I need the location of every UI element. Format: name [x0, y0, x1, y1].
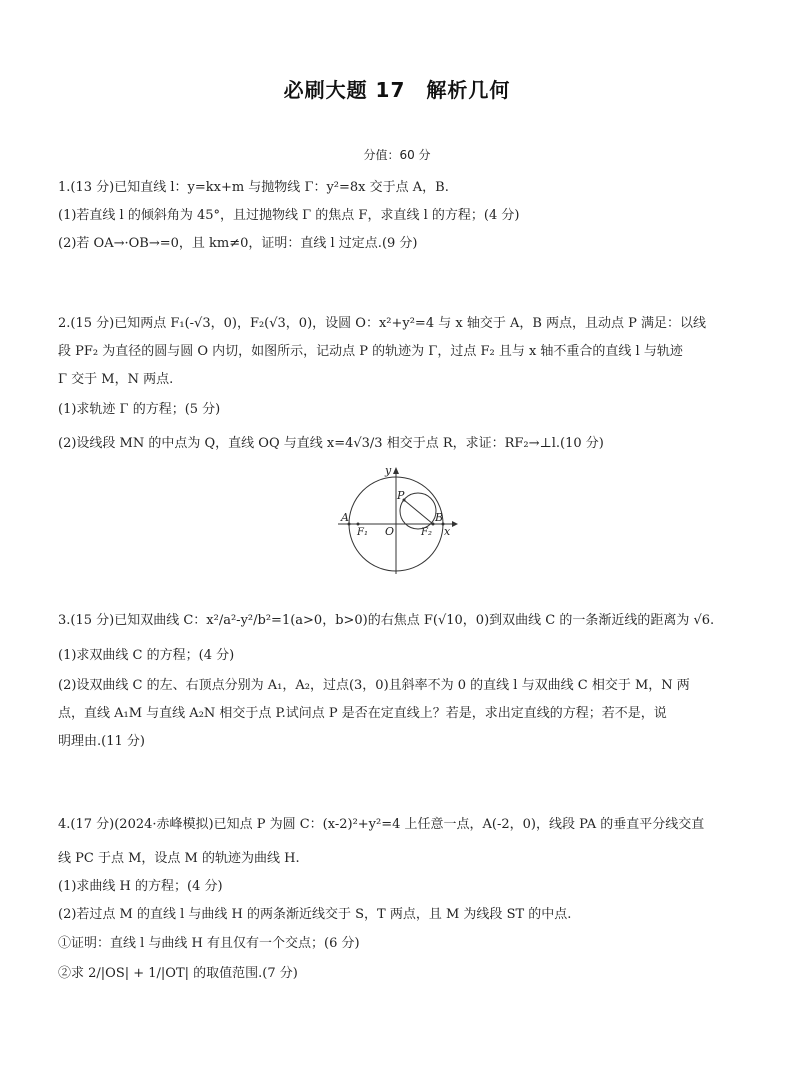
label-a: A	[341, 511, 349, 524]
label-y: y	[385, 464, 392, 477]
point-f1	[357, 523, 360, 526]
problem-3-line-1: 3.(15 分)已知双曲线 C：x²/a²-y²/b²=1(a>0，b>0)的右焦点 F(√10，0)到双曲线 C 的一条渐近线的距离为 √6.	[58, 613, 715, 628]
y-axis-arrow	[393, 467, 399, 474]
problem-4-line-3: (1)求曲线 H 的方程；(4 分)	[58, 879, 223, 894]
problem-3-line-3: (2)设双曲线 C 的左、右顶点分别为 A₁，A₂，过点(3，0)且斜率不为 0 的直线 l 与双曲线 C 相交于 M，N 两	[58, 678, 690, 693]
problem-4-line-6: ②求 2/|OS| + 1/|OT| 的取值范围.(7 分)	[58, 966, 298, 981]
circle-figure	[338, 462, 460, 574]
label-f1: F₁	[357, 527, 368, 538]
score-info: 分值：60 分	[363, 148, 431, 162]
problem-4-line-1: 4.(17 分)(2024·赤峰模拟)已知点 P 为圆 C：(x-2)²+y²=4 上任意一点，A(-2，0)，线段 PA 的垂直平分线交直	[58, 817, 705, 832]
problem-3-line-5: 明理由.(11 分)	[58, 734, 145, 749]
problem-2-line-4: (1)求轨迹 Γ 的方程；(5 分)	[58, 402, 221, 417]
problem-4-line-4: (2)若过点 M 的直线 l 与曲线 H 的两条渐近线交于 S，T 两点，且 M 为线段 ST 的中点.	[58, 907, 572, 922]
label-o: O	[385, 525, 395, 538]
problem-3-line-4: 点，直线 A₁M 与直线 A₂N 相交于点 P.试问点 P 是否在定直线上？若是，求出定直线的方程；若不是，说	[58, 706, 667, 721]
label-x: x	[444, 525, 451, 538]
problem-4-line-2: 线 PC 于点 M，设点 M 的轨迹为曲线 H.	[58, 851, 300, 866]
label-b: B	[435, 511, 444, 524]
problem-1-line-2: (1)若直线 l 的倾斜角为 45°，且过抛物线 Γ 的焦点 F，求直线 l 的方程；(4 分)	[58, 208, 520, 223]
problem-2-line-1: 2.(15 分)已知两点 F₁(-√3，0)，F₂(√3，0)，设圆 O：x²+y²=4 与 x 轴交于 A，B 两点，且动点 P 满足：以线	[58, 316, 707, 331]
problem-2-line-2: 段 PF₂ 为直径的圆与圆 O 内切，如图所示，记动点 P 的轨迹为 Γ，过点 F₂ 且与 x 轴不重合的直线 l 与轨迹	[58, 344, 683, 359]
problem-1-line-3: (2)若 OA→·OB→=0，且 km≠0，证明：直线 l 过定点.(9 分)	[58, 236, 418, 251]
label-p: P	[397, 489, 405, 502]
problem-1-line-1: 1.(13 分)已知直线 l：y=kx+m 与抛物线 Γ：y²=8x 交于点 A，B.	[58, 180, 449, 195]
problem-2-line-3: Γ 交于 M，N 两点.	[58, 372, 174, 387]
problem-2-line-5: (2)设线段 MN 的中点为 Q，直线 OQ 与直线 x=4√3/3 相交于点 R，求证：RF₂→⊥l.(10 分)	[58, 436, 604, 451]
problem-3-line-2: (1)求双曲线 C 的方程；(4 分)	[58, 648, 235, 663]
x-axis-arrow	[452, 521, 458, 527]
page-title: 必刷大题 17 解析几何	[283, 78, 511, 102]
segment-pf2	[404, 500, 433, 524]
problem-4-line-5: ①证明：直线 l 与曲线 H 有且仅有一个交点；(6 分)	[58, 936, 360, 951]
label-f2: F₂	[421, 527, 432, 538]
